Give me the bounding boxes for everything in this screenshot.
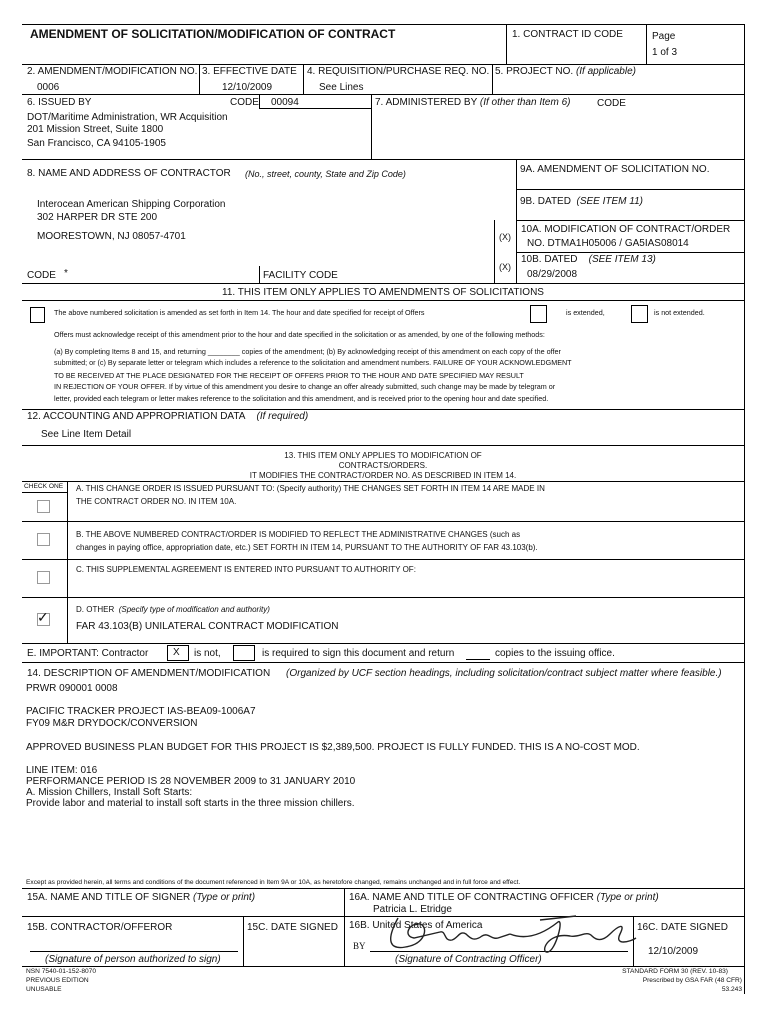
option-c-checkbox[interactable]	[37, 571, 50, 584]
option-b-checkbox[interactable]	[37, 533, 50, 546]
option-b-line-2: changes in paying office, appropriation date, etc.) SET FORTH IN ITEM 14, PURSUANT TO THE AUTHORITY OF FAR 43.103(b).	[76, 543, 538, 552]
option-d-value: FAR 43.103(B) UNILATERAL CONTRACT MODIFICATION	[76, 621, 339, 632]
contractor-note: (No., street, county, State and Zip Code)	[245, 169, 406, 179]
item-12-label	[27, 411, 308, 423]
description-line-6: PERFORMANCE PERIOD IS 28 NOVEMBER 2009 to 31 JANUARY 2010	[26, 776, 356, 787]
option-b-line-1: B. THE ABOVE NUMBERED CONTRACT/ORDER IS MODIFIED TO REFLECT THE ADMINISTRATIVE CHANGES (such as	[76, 530, 521, 539]
item-11-para-6: letter, provided each telegram or letter makes reference to the solicitation and this amendment, and is received prior to the opening hour and date specified.	[54, 394, 549, 403]
amendment-no-label: 2. AMENDMENT/MODIFICATION NO.	[27, 66, 198, 77]
admin-code-label: CODE	[597, 98, 626, 109]
item-12-text: 12. ACCOUNTING AND APPROPRIATION DATA	[27, 411, 246, 422]
option-a-checkbox[interactable]	[37, 500, 50, 513]
option-d-note: (Specify type of modification and authority)	[118, 605, 270, 614]
signature-image	[380, 912, 640, 956]
extended-checkbox[interactable]	[530, 305, 547, 323]
item-10a-label: 10A. MODIFICATION OF CONTRACT/ORDER	[521, 224, 731, 235]
issuer-line-1: DOT/Maritime Administration, WR Acquisition	[27, 112, 228, 123]
contractor-code-value: *	[64, 268, 68, 279]
item-13-title-1: 13. THIS ITEM ONLY APPLIES TO MODIFICATION OF	[284, 451, 482, 460]
option-d-line-1	[76, 605, 270, 614]
option-a-line-2: THE CONTRACT ORDER NO. IN ITEM 10A.	[76, 497, 237, 506]
not-extended-label: is not extended.	[654, 308, 705, 317]
signature-person-caption: (Signature of person authorized to sign)	[45, 954, 221, 965]
item-14-label: 14. DESCRIPTION OF AMENDMENT/MODIFICATION	[27, 668, 271, 679]
standard-form-line-1: STANDARD FORM 30 (REV. 10-83)	[622, 968, 728, 975]
item-12-value: See Line Item Detail	[41, 429, 132, 440]
issued-by-label: 6. ISSUED BY	[27, 97, 92, 108]
item-10b-text: 10B. DATED	[521, 254, 578, 265]
signer-label	[27, 892, 255, 904]
is-not-mark: X	[173, 647, 180, 658]
item-9b-note: (SEE ITEM 11)	[576, 196, 643, 207]
issued-code-label: CODE	[230, 97, 259, 108]
description-line-3: FY09 M&R DRYDOCK/CONVERSION	[26, 718, 198, 729]
effective-date-label: 3. EFFECTIVE DATE	[202, 66, 297, 77]
description-line-7: A. Mission Chillers, Install Soft Starts:	[26, 787, 193, 798]
description-line-5: LINE ITEM: 016	[26, 765, 98, 776]
united-states-label: 16B. United States of America	[349, 920, 483, 931]
project-no-text: 5. PROJECT NO.	[495, 66, 574, 77]
signer-text: 15A. NAME AND TITLE OF SIGNER	[27, 892, 191, 903]
date-signed-15c-label: 15C. DATE SIGNED	[247, 922, 338, 933]
administered-note: (If other than Item 6)	[479, 97, 571, 108]
item-10a-value: NO. DTMA1H05006 / GA5IAS08014	[527, 238, 689, 249]
item-10b-label	[521, 254, 656, 266]
contracting-officer-name: Patricia L. Etridge	[373, 904, 452, 915]
item-10b-value: 08/29/2008	[527, 269, 578, 280]
item-10b-mark: (X)	[499, 262, 511, 272]
item-11-title: 11. THIS ITEM ONLY APPLIES TO AMENDMENTS OF SOLICITATIONS	[222, 287, 544, 298]
solicitation-checkbox[interactable]	[30, 307, 45, 323]
is-required-checkbox[interactable]	[233, 645, 255, 661]
signature-officer-caption: (Signature of Contracting Officer)	[395, 954, 542, 965]
officer-text: 16A. NAME AND TITLE OF CONTRACTING OFFICER	[349, 892, 594, 903]
contractor-line-3: MOORESTOWN, NJ 08057-4701	[37, 231, 186, 242]
item-9b-text: 9B. DATED	[520, 196, 571, 207]
item-11-para-4: TO BE RECEIVED AT THE PLACE DESIGNATED FOR THE RECEIPT OF OFFERS PRIOR TO THE HOUR AND DATE SPECIFIED MAY RESULT	[54, 371, 524, 380]
contractor-offeror-label: 15B. CONTRACTOR/OFFEROR	[27, 922, 173, 933]
item-13-title-3: IT MODIFIES THE CONTRACT/ORDER NO. AS DESCRIBED IN ITEM 14.	[249, 471, 517, 480]
item-9a-label: 9A. AMENDMENT OF SOLICITATION NO.	[520, 164, 710, 175]
nsn-line-1: NSN 7540-01-152-8070	[26, 968, 97, 975]
item-14-note: (Organized by UCF section headings, including solicitation/contract subject matter where feasible.)	[286, 668, 722, 679]
contract-id-label: 1. CONTRACT ID CODE	[512, 29, 623, 40]
effective-date-value: 12/10/2009	[222, 82, 273, 93]
description-line-4: APPROVED BUSINESS PLAN BUDGET FOR THIS PROJECT IS $2,389,500. PROJECT IS FULLY FUNDED. THIS IS A NO-COST MOD.	[26, 742, 640, 753]
contractor-line-1: Interocean American Shipping Corporation	[37, 199, 226, 210]
by-label: BY	[353, 941, 366, 951]
option-c-line-1: C. THIS SUPPLEMENTAL AGREEMENT IS ENTERED INTO PURSUANT TO AUTHORITY OF:	[76, 565, 416, 574]
terms-notice: Except as provided herein, all terms and conditions of the document referenced in Item 9A or 10A, as heretofore changed, remains unchanged and in full force and effect.	[26, 879, 521, 886]
issuer-line-3: San Francisco, CA 94105-1905	[27, 138, 166, 149]
is-not-label: is not,	[194, 648, 221, 659]
important-label: E. IMPORTANT: Contractor	[27, 648, 149, 659]
item-11-para-3: submitted; or (c) By separate letter or telegram which includes a reference to the solicitation and amendment numbers. FAILURE OF YOUR ACKNOWLEDGMENT	[54, 358, 572, 367]
nsn-line-3: UNUSABLE	[26, 986, 62, 993]
option-d-text: D. OTHER	[76, 605, 115, 614]
date-signed-16c-label: 16C. DATE SIGNED	[637, 922, 728, 933]
is-required-label: is required to sign this document and return	[262, 648, 455, 659]
standard-form-line-3: 53.243	[721, 986, 742, 993]
issuer-line-2: 201 Mission Street, Suite 1800	[27, 124, 164, 135]
item-11-para-5: IN REJECTION OF YOUR OFFER. If by virtue of this amendment you desire to change an offer already submitted, such change may be made by telegram or	[54, 382, 556, 391]
facility-code-label: FACILITY CODE	[263, 270, 338, 281]
date-signed-16c-value: 12/10/2009	[648, 946, 699, 957]
standard-form-line-2: Prescribed by GSA FAR (48 CFR)	[642, 977, 742, 984]
item-13-title-2: CONTRACTS/ORDERS.	[338, 461, 428, 470]
item-10b-note: (SEE ITEM 13)	[588, 254, 656, 265]
project-no-label	[495, 66, 636, 78]
description-line-2: PACIFIC TRACKER PROJECT IAS-BEA09-1006A7	[26, 706, 256, 717]
contractor-line-2: 302 HARPER DR STE 200	[37, 212, 158, 223]
check-one-label: CHECK ONE	[24, 483, 64, 490]
requisition-label: 4. REQUISITION/PURCHASE REQ. NO.	[307, 66, 490, 77]
extended-label: is extended,	[566, 308, 605, 317]
nsn-line-2: PREVIOUS EDITION	[26, 977, 89, 984]
description-line-1: PRWR 090001 0008	[26, 683, 118, 694]
issued-code-value: 00094	[271, 97, 299, 108]
not-extended-checkbox[interactable]	[631, 305, 648, 323]
requisition-value: See Lines	[319, 82, 364, 93]
item-11-para-2: (a) By completing Items 8 and 15, and returning ________ copies of the amendment; (b) By acknowledging receipt of this amendment on each copy of the offer	[54, 347, 561, 356]
item-10a-mark: (X)	[499, 232, 511, 242]
page-label: Page	[652, 31, 676, 42]
form-title: AMENDMENT OF SOLICITATION/MODIFICATION OF CONTRACT	[30, 27, 396, 41]
item-9b-label	[520, 196, 643, 208]
contractor-code-label: CODE	[27, 270, 56, 281]
page-number: 1 of 3	[652, 47, 678, 58]
item-11-para-1: Offers must acknowledge receipt of this amendment prior to the hour and date specified in the solicitation or as amended, by one of the following methods:	[54, 330, 545, 339]
amendment-no-value: 0006	[37, 82, 60, 93]
option-a-line-1: A. THIS CHANGE ORDER IS ISSUED PURSUANT TO: (Specify authority) THE CHANGES SET FORTH IN ITEM 14 ARE MADE IN	[76, 484, 545, 493]
contractor-label: 8. NAME AND ADDRESS OF CONTRACTOR	[27, 168, 231, 179]
copies-label: copies to the issuing office.	[495, 648, 615, 659]
administered-text: 7. ADMINISTERED BY	[375, 97, 478, 108]
project-no-note: (If applicable)	[575, 66, 636, 77]
signer-note: (Type or print)	[192, 892, 256, 903]
option-d-check-icon: ✓	[37, 609, 49, 625]
item-12-note: (If required)	[256, 411, 309, 422]
item-11-line: The above numbered solicitation is amended as set forth in Item 14. The hour and date specified for receipt of Offers	[54, 308, 425, 317]
contracting-officer-label	[349, 892, 659, 904]
description-line-8: Provide labor and material to install soft starts in the three mission chillers.	[26, 798, 355, 809]
officer-note: (Type or print)	[596, 892, 659, 903]
administered-by-label	[375, 97, 570, 109]
